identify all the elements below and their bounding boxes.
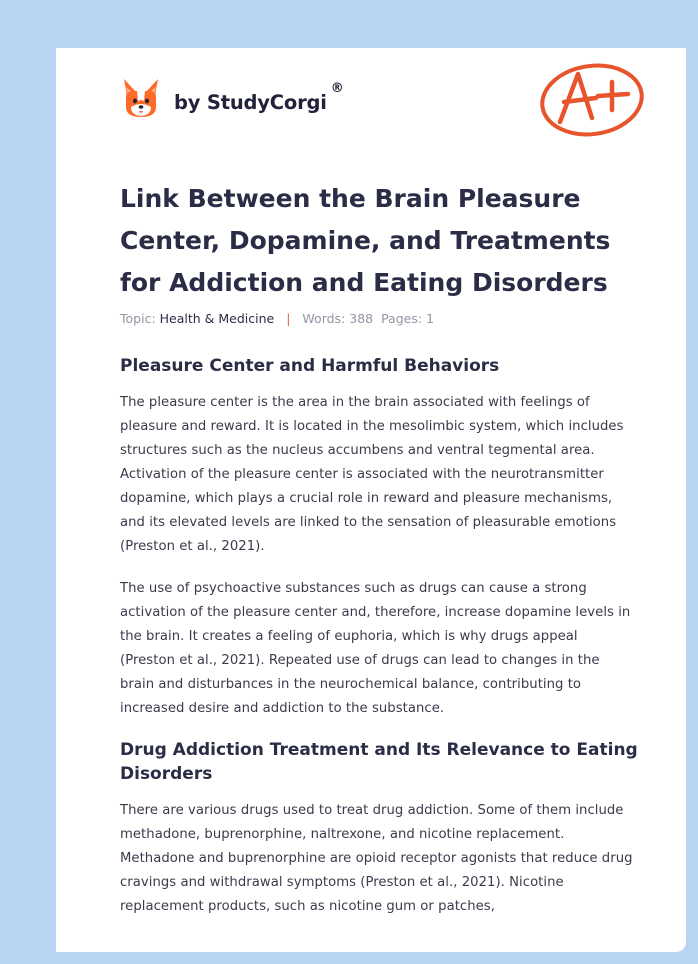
brand-name-text: by StudyCorgi bbox=[174, 90, 327, 114]
meta-separator: | bbox=[286, 311, 291, 326]
topic-label: Topic: bbox=[120, 311, 156, 326]
topic-link[interactable]: Health & Medicine bbox=[159, 311, 275, 326]
brand-name bbox=[174, 80, 344, 114]
document-meta bbox=[120, 311, 434, 326]
words-count: 388 bbox=[349, 311, 374, 326]
paragraph: There are various drugs used to treat drug addiction. Some of them include methadone, buprenorphine, naltrexone, and nicotine replacement. Methadone and buprenorphine are opioid receptor agonists that reduce drug cravings and withdrawal symptoms (Preston et al., 2021). Nicotine replacement products, such as nicotine gum or patches, bbox=[120, 803, 633, 914]
registered-mark: ® bbox=[330, 80, 344, 96]
section-heading: Drug Addiction Treatment and Its Relevance to Eating Disorders bbox=[120, 740, 638, 784]
paragraph: The use of psychoactive substances such as drugs can cause a strong activation of the pleasure center and, therefore, increase dopamine levels in the brain. It creates a feeling of euphoria, which is why drugs appeal (Preston et al., 2021). Repeated use of drugs can lead to changes in the brain and disturbances in the neurochemical balance, contributing to increased desire and addiction to the substance. bbox=[120, 581, 631, 716]
corgi-logo-icon bbox=[122, 77, 160, 121]
paragraph: The pleasure center is the area in the brain associated with feelings of pleasure and reward. It is located in the mesolimbic system, which includes structures such as the nucleus accumbens and ventral tegmental area. Activation of the pleasure center is associated with the neurotransmitter dopamine, which plays a crucial role in reward and pleasure mechanisms, and its elevated levels are linked to the sensation of pleasurable emotions (Preston et al., 2021). bbox=[120, 395, 624, 554]
words-label: Words: bbox=[302, 311, 346, 326]
section-heading: Pleasure Center and Harmful Behaviors bbox=[120, 356, 500, 376]
brand-logo[interactable] bbox=[122, 77, 344, 121]
pages-count: 1 bbox=[426, 311, 435, 326]
pages-label: Pages: bbox=[381, 311, 423, 326]
document-card bbox=[56, 48, 686, 952]
page-title: Link Between the Brain Pleasure Center, Dopamine, and Treatments for Addiction and Eating Disorders bbox=[120, 184, 611, 297]
a-plus-grade-stamp bbox=[538, 58, 648, 140]
